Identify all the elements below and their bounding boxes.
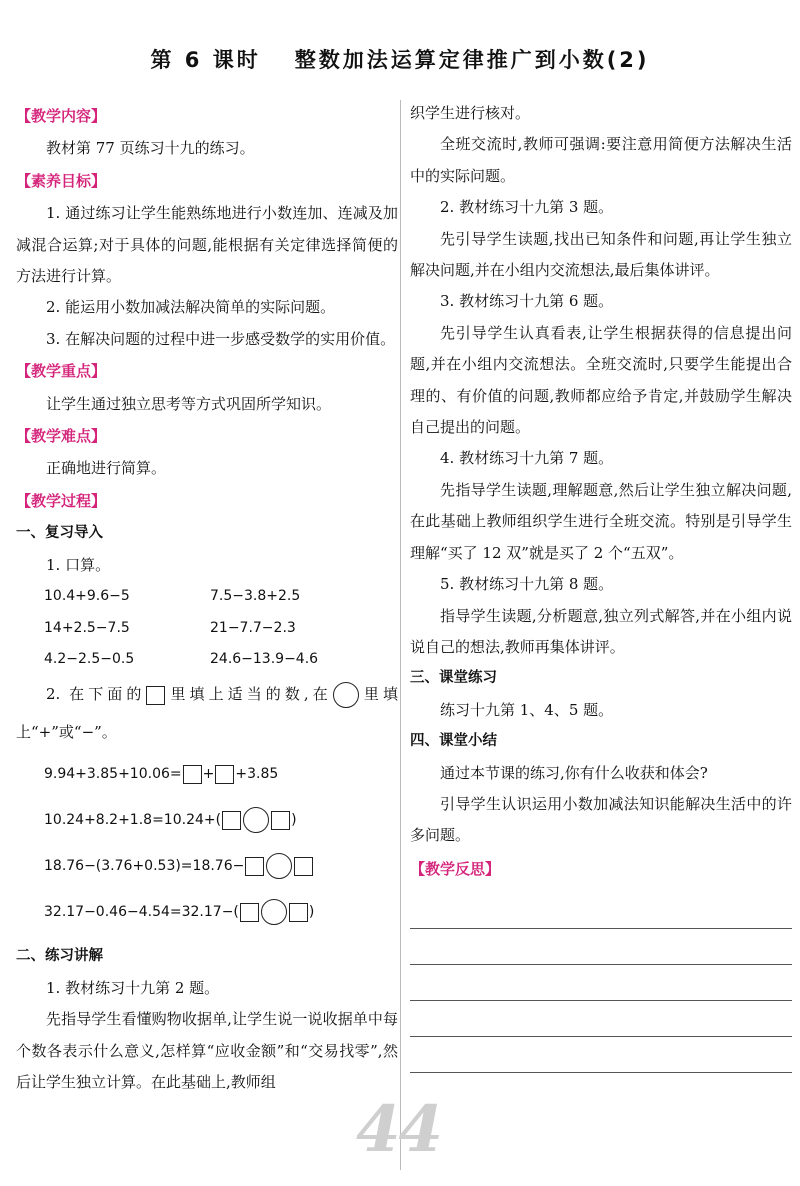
calc-row <box>16 644 398 675</box>
empty-circle-icon <box>333 682 359 708</box>
answer-circle[interactable] <box>243 807 269 833</box>
writing-line[interactable] <box>410 1001 792 1037</box>
goal-1: 1. 通过练习让学生能熟练地进行小数连加、连减及加减混合运算;对于具体的问题,能根据有关定律选择简便的方法进行计算。 <box>16 204 398 286</box>
right-column <box>410 98 792 1073</box>
exercise-1-text: 先指导学生看懂购物收据单,让学生说一说收据单中每个数各表示什么意义,怎样算“应收金额”和“交易找零”,然后让学生独立计算。在此基础上,教师组 <box>16 1010 398 1091</box>
answer-circle[interactable] <box>266 853 292 879</box>
equation-2 <box>16 797 398 843</box>
equation-3 <box>16 843 398 889</box>
heading-class-practice: 三、课堂练习 <box>410 670 497 687</box>
calc-row <box>16 613 398 644</box>
column-divider <box>400 100 401 1170</box>
paragraph-3: 先引导学生认真看表,让学生根据获得的信息提出问题,并在小组内交流想法。全班交流时,只要学生能提出合理的、有价值的问题,教师都应给予肯定,并鼓励学生解决自己提出的问题。 <box>410 323 792 437</box>
calc-expression: 10.4+9.6−5 <box>44 588 130 605</box>
writing-line[interactable] <box>410 929 792 965</box>
reflection-lines <box>410 893 792 1073</box>
answer-box[interactable] <box>240 903 259 922</box>
writing-line[interactable] <box>410 1037 792 1073</box>
eq-text: 10.24+8.2+1.8=10.24+( <box>44 812 222 829</box>
fill-text-a: 2. 在下面的 <box>46 685 146 704</box>
empty-box-icon <box>146 686 165 705</box>
key-text: 让学生通过独立思考等方式巩固所学知识。 <box>46 394 332 413</box>
eq-text: 18.76−(3.76+0.53)=18.76− <box>44 858 245 875</box>
calc-row <box>16 581 398 612</box>
goal-2: 2. 能运用小数加减法解决简单的实际问题。 <box>46 298 336 317</box>
section-key-points: 【教学重点】 <box>16 362 107 381</box>
item-oral-calc: 1. 口算。 <box>46 555 111 574</box>
lesson-number: 第 6 课时 <box>150 48 261 72</box>
paragraph-1: 全班交流时,教师可强调:要注意用简便方法解决生活中的实际问题。 <box>410 135 792 185</box>
eq-text: 32.17−0.46−4.54=32.17−( <box>44 904 239 921</box>
exercise-4: 4. 教材练习十九第 7 题。 <box>440 449 614 468</box>
eq-text: + <box>202 766 215 783</box>
eq-text: ) <box>308 904 315 921</box>
section-teaching-content: 【教学内容】 <box>16 107 107 125</box>
calc-expression: 7.5−3.8+2.5 <box>210 588 301 605</box>
exercise-5: 5. 教材练习十九第 8 题。 <box>440 575 614 594</box>
answer-circle[interactable] <box>261 899 287 925</box>
lesson-topic: 整数加法运算定律推广到小数(2) <box>294 48 650 72</box>
eq-text: +3.85 <box>235 766 279 783</box>
goal-3: 3. 在解决问题的过程中进一步感受数学的实用价值。 <box>46 329 396 348</box>
eq-text: 9.94+3.85+10.06= <box>44 766 182 783</box>
exercise-1: 1. 教材练习十九第 2 题。 <box>46 978 220 997</box>
content-text: 教材第 77 页练习十九的练习。 <box>46 139 255 158</box>
equation-4 <box>16 889 398 935</box>
calc-expression: 4.2−2.5−0.5 <box>44 650 135 667</box>
answer-box[interactable] <box>289 903 308 922</box>
item-fill-in <box>16 675 398 751</box>
calc-expression: 24.6−13.9−4.6 <box>210 650 319 667</box>
calc-expression: 21−7.7−2.3 <box>210 619 296 636</box>
fill-text-c: 里填上“+”或“−”。 <box>16 685 398 742</box>
section-difficulties: 【教学难点】 <box>16 427 107 446</box>
paragraph-7: 通过本节课的练习,你有什么收获和体会? <box>440 763 708 782</box>
answer-box[interactable] <box>245 857 264 876</box>
paragraph-8: 引导学生认识运用小数加减法知识能解决生活中的许多问题。 <box>410 794 792 845</box>
paragraph-6: 练习十九第 1、4、5 题。 <box>440 700 614 719</box>
paragraph-4: 先指导学生读题,理解题意,然后让学生独立解决问题,在此基础上教师组织学生进行全班交流。特别是引导学生理解“买了 12 双”就是买了 2 个“五双”。 <box>410 480 792 562</box>
fill-text-b: 里填上适当的数,在 <box>166 685 332 704</box>
eq-text: ) <box>291 812 297 829</box>
difficulty-text: 正确地进行简算。 <box>46 459 167 478</box>
calc-expression: 14+2.5−7.5 <box>44 619 130 636</box>
paragraph-5: 指导学生读题,分析题意,独立列式解答,并在小组内说说自己的想法,教师再集体讲评。 <box>410 606 792 656</box>
left-column <box>16 100 398 1098</box>
answer-box[interactable] <box>294 857 313 876</box>
paragraph-2: 先引导学生读题,找出已知条件和问题,再让学生独立解决问题,并在小组内交流想法,最后集体讲评。 <box>410 229 792 280</box>
exercise-2: 2. 教材练习十九第 3 题。 <box>440 198 614 217</box>
equation-1 <box>16 751 398 797</box>
answer-box[interactable] <box>215 765 234 784</box>
answer-box[interactable] <box>271 811 290 830</box>
answer-box[interactable] <box>183 765 202 784</box>
page-number: 44 <box>356 1092 442 1167</box>
section-process: 【教学过程】 <box>16 491 107 510</box>
writing-line[interactable] <box>410 965 792 1001</box>
exercise-3: 3. 教材练习十九第 6 题。 <box>440 292 614 311</box>
continued-text: 织学生进行核对。 <box>410 104 531 122</box>
section-reflection: 【教学反思】 <box>410 859 501 878</box>
section-goals: 【素养目标】 <box>16 171 107 190</box>
heading-summary: 四、课堂小结 <box>410 733 497 750</box>
page-title <box>0 44 800 74</box>
heading-review: 一、复习导入 <box>16 525 103 542</box>
heading-practice-explain: 二、练习讲解 <box>16 948 103 965</box>
answer-box[interactable] <box>222 811 241 830</box>
writing-line[interactable] <box>410 893 792 929</box>
